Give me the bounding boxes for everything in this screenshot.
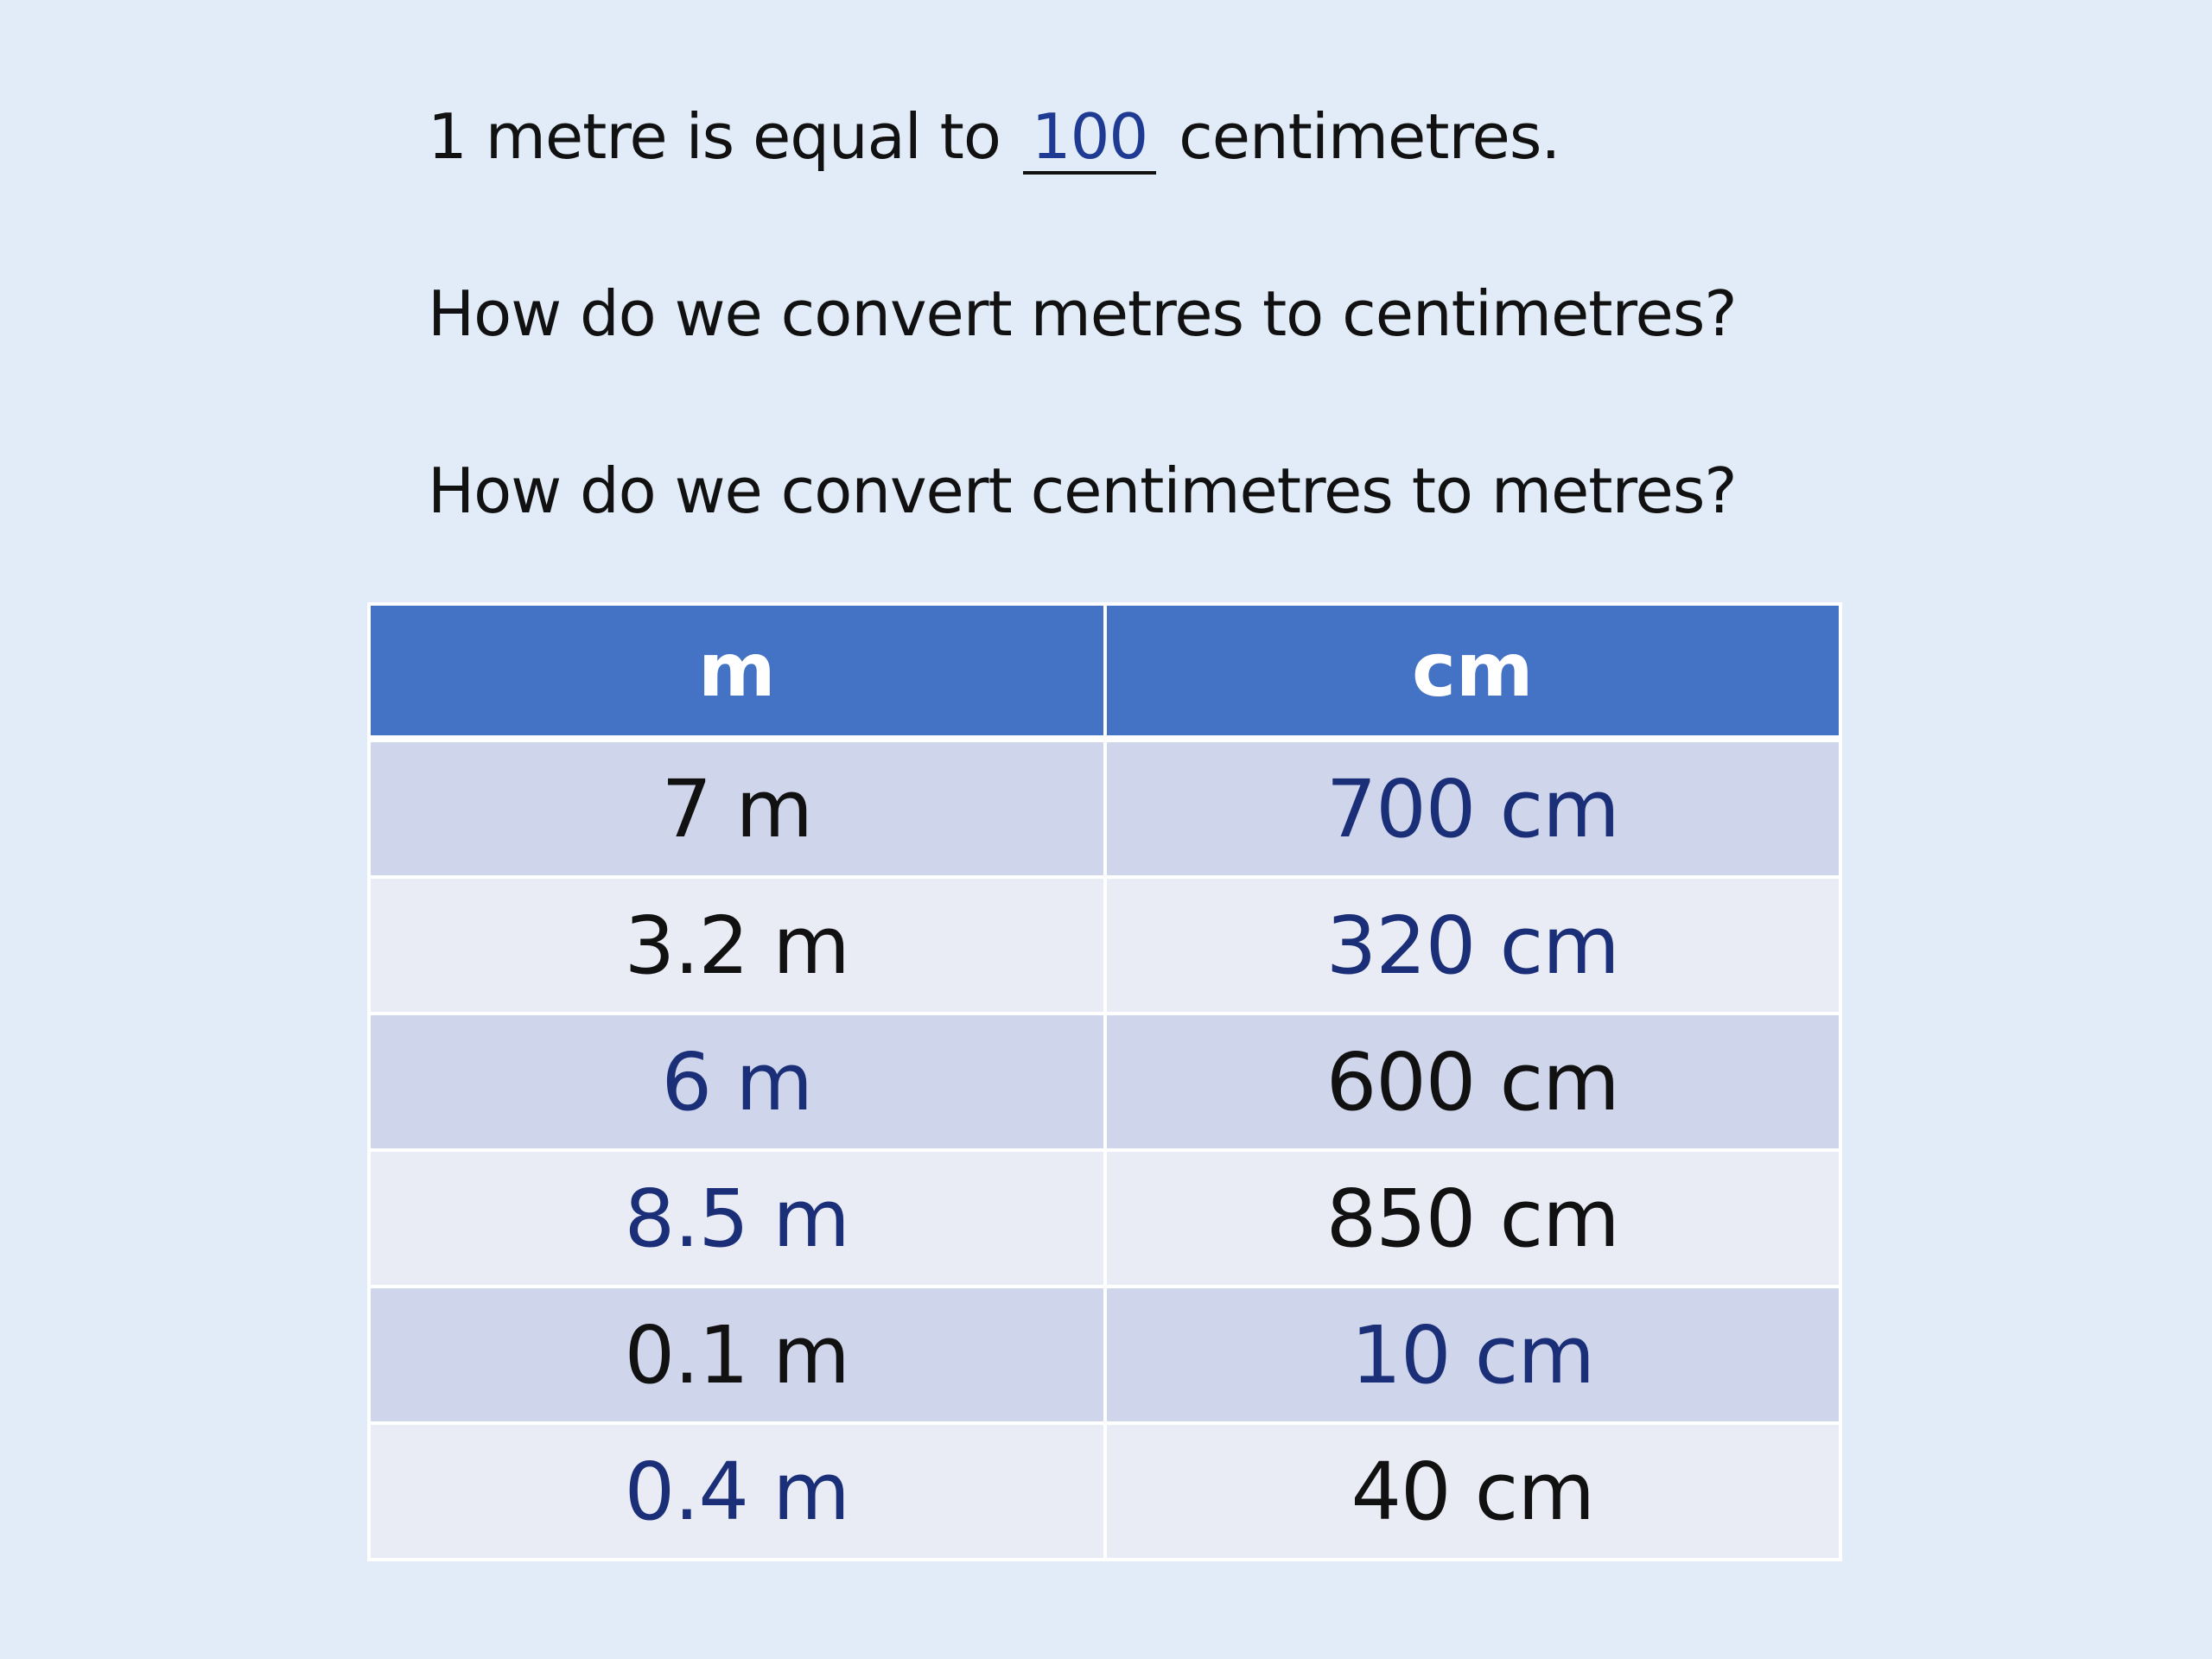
table-row xyxy=(369,1423,1840,1560)
table-row xyxy=(369,739,1840,877)
table-row xyxy=(369,1014,1840,1150)
table-row xyxy=(369,1150,1840,1287)
cell-m: 0.4 m xyxy=(369,1423,1105,1560)
header-m: m xyxy=(369,604,1105,739)
statement-answer-blank: 100 xyxy=(1023,105,1156,175)
cell-cm: 320 cm xyxy=(1105,877,1841,1014)
statement-suffix: centimetres. xyxy=(1179,100,1560,173)
cell-cm: 600 cm xyxy=(1105,1014,1841,1150)
table-row xyxy=(369,1287,1840,1423)
table-row xyxy=(369,877,1840,1014)
question-centimetres-to-metres: How do we convert centimetres to metres? xyxy=(428,454,1737,527)
cell-cm: 40 cm xyxy=(1105,1423,1841,1560)
header-cm: cm xyxy=(1105,604,1841,739)
cell-cm: 700 cm xyxy=(1105,739,1841,877)
question-metres-to-centimetres: How do we convert metres to centimetres? xyxy=(428,277,1737,350)
cell-m: 3.2 m xyxy=(369,877,1105,1014)
cell-m: 8.5 m xyxy=(369,1150,1105,1287)
cell-cm: 10 cm xyxy=(1105,1287,1841,1423)
cell-m: 6 m xyxy=(369,1014,1105,1150)
cell-m: 0.1 m xyxy=(369,1287,1105,1423)
statement-prefix: 1 metre is equal to xyxy=(428,100,1001,173)
cell-m: 7 m xyxy=(369,739,1105,877)
conversion-table xyxy=(367,602,1842,1561)
statement-line xyxy=(428,100,1560,175)
table-header-row xyxy=(369,604,1840,739)
cell-cm: 850 cm xyxy=(1105,1150,1841,1287)
